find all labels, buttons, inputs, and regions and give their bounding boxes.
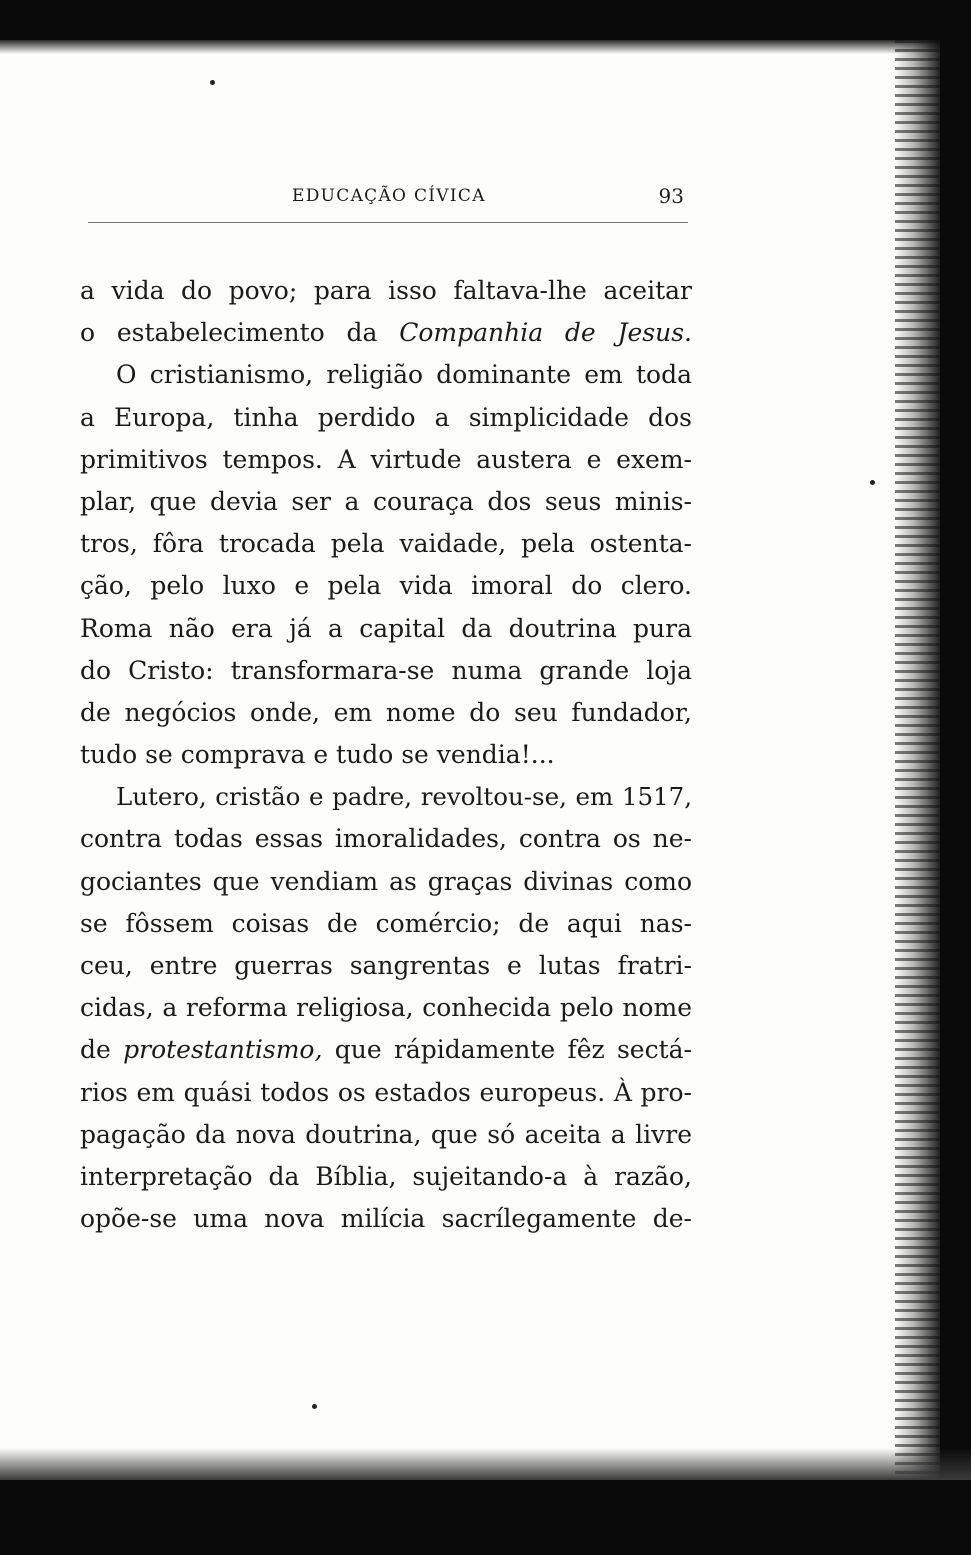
text-line: ceu, entre guerras sangrentas e lutas fratri- <box>80 951 692 980</box>
page-header <box>80 182 690 216</box>
italic-phrase: Companhia de Jesus. <box>399 318 692 348</box>
text-line: do Cristo: transformara-se numa grande loja <box>80 655 692 685</box>
scan-top-border <box>0 0 971 40</box>
text-line: a Europa, tinha perdido a simplicidade dos <box>80 402 692 432</box>
text-line: rios em quási todos os estados europeus. À pro- <box>80 1077 692 1107</box>
page-number: 93 <box>658 184 684 208</box>
text-line: O cristianismo, religião dominante em toda <box>116 360 692 390</box>
text-line: ção, pelo luxo e pela vida imoral do clero. <box>80 571 692 601</box>
text-line: cidas, a reforma religiosa, conhecida pelo nome <box>80 993 692 1023</box>
running-head: EDUCAÇÃO CÍVICA <box>292 186 486 206</box>
text-line: Roma não era já a capital da doutrina pura <box>80 613 692 643</box>
text-line: tros, fôra trocada pela vaidade, pela ostenta- <box>80 529 692 559</box>
scan-bottom-shadow <box>0 1448 971 1480</box>
text-line: plar, que devia ser a couraça dos seus minis- <box>80 486 692 516</box>
text-line: de protestantismo, que rápidamente fêz sectá- <box>80 1035 692 1065</box>
scan-bottom-border <box>0 1480 971 1555</box>
scan-right-border <box>940 0 971 1555</box>
ink-speck <box>210 80 215 85</box>
page-edge-shadow <box>895 40 940 1480</box>
ink-speck <box>870 480 875 485</box>
text-line: se fôssem coisas de comércio; de aqui nas- <box>80 908 692 938</box>
text-line: primitivos tempos. A virtude austera e exem- <box>80 444 692 474</box>
text-line: a vida do povo; para isso faltava-lhe aceitar <box>80 276 692 305</box>
text-line: gociantes que vendiam as graças divinas como <box>80 866 692 896</box>
scan-top-shadow <box>0 40 971 54</box>
body-text <box>80 270 692 1240</box>
text-line: opõe-se uma nova milícia sacrílegamente de- <box>80 1204 692 1234</box>
text-line: pagação da nova doutrina, que só aceita a livre <box>80 1119 692 1149</box>
text-line: contra todas essas imoralidades, contra os ne- <box>80 824 692 854</box>
text-line: de negócios onde, em nome do seu fundador, <box>80 697 692 727</box>
text-line: interpretação da Bíblia, sujeitando-a à razão, <box>80 1161 692 1191</box>
text-line: Lutero, cristão e padre, revoltou-se, em 1517, <box>116 782 692 812</box>
ink-speck <box>312 1404 317 1409</box>
header-rule <box>88 222 688 223</box>
italic-phrase: protestantismo, <box>123 1035 323 1065</box>
text-line: o estabelecimento da Companhia de Jesus. <box>80 318 692 348</box>
text-line: tudo se comprava e tudo se vendia!... <box>80 740 555 770</box>
